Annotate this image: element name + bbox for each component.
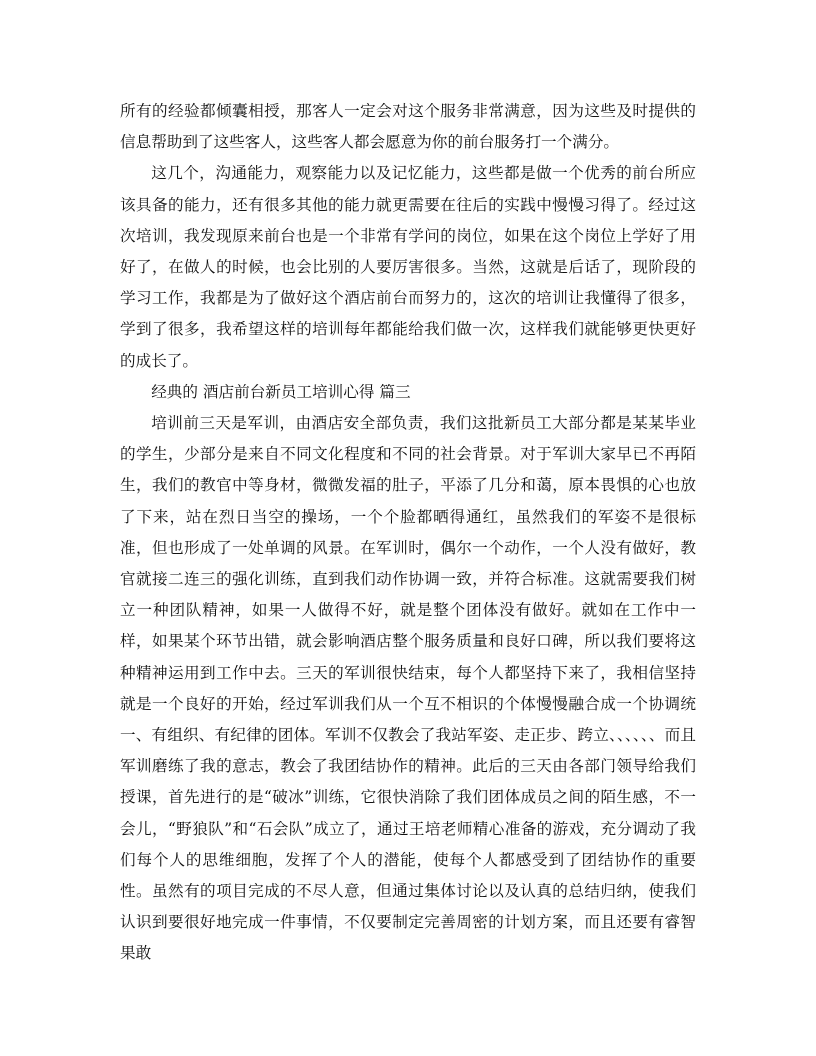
section-heading: 经典的 酒店前台新员工培训心得 篇三 bbox=[151, 382, 411, 401]
body-paragraph-abilities: 这几个，沟通能力，观察能力以及记忆能力，这些都是做一个优秀的前台所应该具备的能力，还有很多其他的能力就更需要在往后的实践中慢慢习得了。经过这次培训，我发现原来前台也是一个非常有学问的岗位，如果在这个岗位上学好了用好了，在做人的时候，也会比别的人要厉害很多。当然，这就是后话了，现阶段的学习工作，我都是为了做好这个酒店前台而努力的，这次的培训让我懂得了很多，学到了很多，我希望这样的培训每年都能给我们做一次，这样我们就能够更快更好的成长了。 bbox=[120, 164, 696, 370]
document-page bbox=[120, 96, 696, 970]
body-paragraph-continuation: 所有的经验都倾囊相授，那客人一定会对这个服务非常满意，因为这些及时提供的信息帮助到了这些客人，这些客人都会愿意为你的前台服务打一个满分。 bbox=[120, 102, 696, 152]
body-paragraph-training: 培训前三天是军训，由酒店安全部负责，我们这批新员工大部分都是某某毕业的学生，少部分是来自不同文化程度和不同的社会背景。对于军训大家早已不再陌生，我们的教官中等身材，微微发福的肚子，平添了几分和蔼，原本畏惧的心也放了下来，站在烈日当空的操场，一个个脸都晒得通红，虽然我们的军姿不是很标准，但也形成了一处单调的风景。在军训时，偶尔一个动作，一个人没有做好，教官就接二连三的强化训练，直到我们动作协调一致，并符合标准。这就需要我们树立一种团队精神，如果一人做得不好，就是整个团体没有做好。就如在工作中一样，如果某个环节出错，就会影响酒店整个服务质量和良好口碑，所以我们要将这种精神运用到工作中去。三天的军训很快结束，每个人都坚持下来了，我相信坚持就是一个良好的开始，经过军训我们从一个互不相识的个体慢慢融合成一个协调统一、有组织、有纪律的团体。军训不仅教会了我站军姿、走正步、跨立、、、、、、而且军训磨练了我的意志，教会了我团结协作的精神。此后的三天由各部门领导给我们授课，首先进行的是“破冰”训练，它很快消除了我们团体成员之间的陌生感，不一会儿，“野狼队”和“石会队”成立了，通过王培老师精心准备的游戏，充分调动了我们每个人的思维细胞，发挥了个人的潜能，使每个人都感受到了团结协作的重要性。虽然有的项目完成的不尽人意，但通过集体讨论以及认真的总结归纳，使我们认识到要很好地完成一件事情，不仅要制定完善周密的计划方案，而且还要有睿智果敢 bbox=[120, 414, 696, 963]
